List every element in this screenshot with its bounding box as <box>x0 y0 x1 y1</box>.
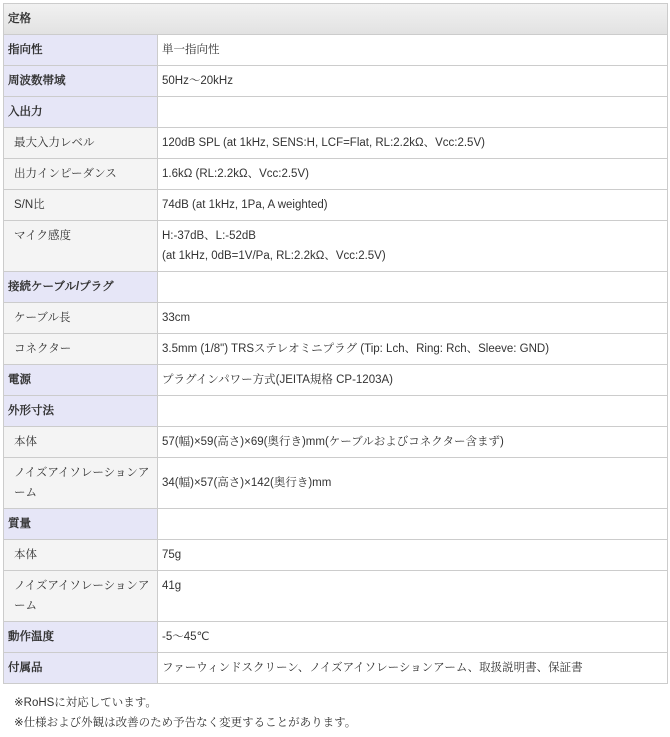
spec-row-arm-dimensions <box>4 458 667 509</box>
spec-value: 50Hz〜20kHz <box>158 66 667 96</box>
spec-row-power <box>4 365 667 396</box>
spec-label: ノイズアイソレーションアーム <box>4 571 158 621</box>
spec-row-max-input-level <box>4 128 667 159</box>
spec-row-connector <box>4 334 667 365</box>
footnotes <box>14 693 356 733</box>
spec-section-label: 外形寸法 <box>4 396 158 426</box>
spec-label: ノイズアイソレーションアーム <box>4 458 158 508</box>
spec-table <box>3 3 668 684</box>
spec-label: 付属品 <box>4 653 158 683</box>
spec-label: ケーブル長 <box>4 303 158 333</box>
spec-label: 本体 <box>4 540 158 570</box>
spec-row-polar-pattern <box>4 35 667 66</box>
spec-row-accessories <box>4 653 667 684</box>
spec-value-empty <box>158 396 667 426</box>
spec-row-snr <box>4 190 667 221</box>
spec-label: S/N比 <box>4 190 158 220</box>
spec-row-cable-length <box>4 303 667 334</box>
spec-value-line: (at 1kHz, 0dB=1V/Pa, RL:2.2kΩ、Vcc:2.5V) <box>162 250 386 262</box>
spec-value: プラグインパワー方式(JEITA規格 CP-1203A) <box>158 365 667 395</box>
spec-section-dimensions <box>4 396 667 427</box>
spec-value-empty <box>158 272 667 302</box>
spec-row-sensitivity <box>4 221 667 272</box>
spec-row-body-weight <box>4 540 667 571</box>
spec-value-line: H:-37dB、L:-52dB <box>162 230 256 242</box>
spec-value-empty <box>158 509 667 539</box>
spec-label: 最大入力レベル <box>4 128 158 158</box>
spec-value <box>158 221 667 271</box>
spec-row-frequency-response <box>4 66 667 97</box>
spec-row-body-dimensions <box>4 427 667 458</box>
spec-value <box>158 458 667 508</box>
spec-section-label: 質量 <box>4 509 158 539</box>
spec-value: 33cm <box>158 303 667 333</box>
spec-row-arm-weight <box>4 571 667 622</box>
spec-value: 1.6kΩ (RL:2.2kΩ、Vcc:2.5V) <box>158 159 667 189</box>
spec-value: 単一指向性 <box>158 35 667 65</box>
spec-section-label: 接続ケーブル/プラグ <box>4 272 158 302</box>
spec-label: マイク感度 <box>4 221 158 271</box>
spec-value: 75g <box>158 540 667 570</box>
spec-section-label: 入出力 <box>4 97 158 127</box>
spec-row-operating-temperature <box>4 622 667 653</box>
spec-label: 電源 <box>4 365 158 395</box>
spec-row-output-impedance <box>4 159 667 190</box>
spec-value-empty <box>158 97 667 127</box>
note-item: ※RoHSに対応しています。 <box>14 697 157 709</box>
spec-value: ファーウィンドスクリーン、ノイズアイソレーションアーム、取扱説明書、保証書 <box>158 653 667 683</box>
spec-section-input-output <box>4 97 667 128</box>
spec-value: -5〜45℃ <box>158 622 667 652</box>
spec-label: 動作温度 <box>4 622 158 652</box>
spec-value: 41g <box>158 571 667 621</box>
spec-label: 周波数帯域 <box>4 66 158 96</box>
spec-label: 本体 <box>4 427 158 457</box>
spec-label: 指向性 <box>4 35 158 65</box>
note-item: ※仕様および外観は改善のため予告なく変更することがあります。 <box>14 717 357 729</box>
spec-value: 3.5mm (1/8") TRSステレオミニプラグ (Tip: Lch、Ring: Rch、Sleeve: GND) <box>158 334 667 364</box>
spec-value: 74dB (at 1kHz, 1Pa, A weighted) <box>158 190 667 220</box>
spec-value-text: 34(幅)×57(高さ)×142(奥行き)mm <box>162 477 332 489</box>
spec-value: 57(幅)×59(高さ)×69(奥行き)mm(ケーブルおよびコネクター含まず) <box>158 427 667 457</box>
spec-label: コネクター <box>4 334 158 364</box>
spec-table-title: 定格 <box>4 4 667 35</box>
spec-section-weight <box>4 509 667 540</box>
spec-section-cable-plug <box>4 272 667 303</box>
spec-label: 出力インピーダンス <box>4 159 158 189</box>
spec-value: 120dB SPL (at 1kHz, SENS:H, LCF=Flat, RL:2.2kΩ、Vcc:2.5V) <box>158 128 667 158</box>
